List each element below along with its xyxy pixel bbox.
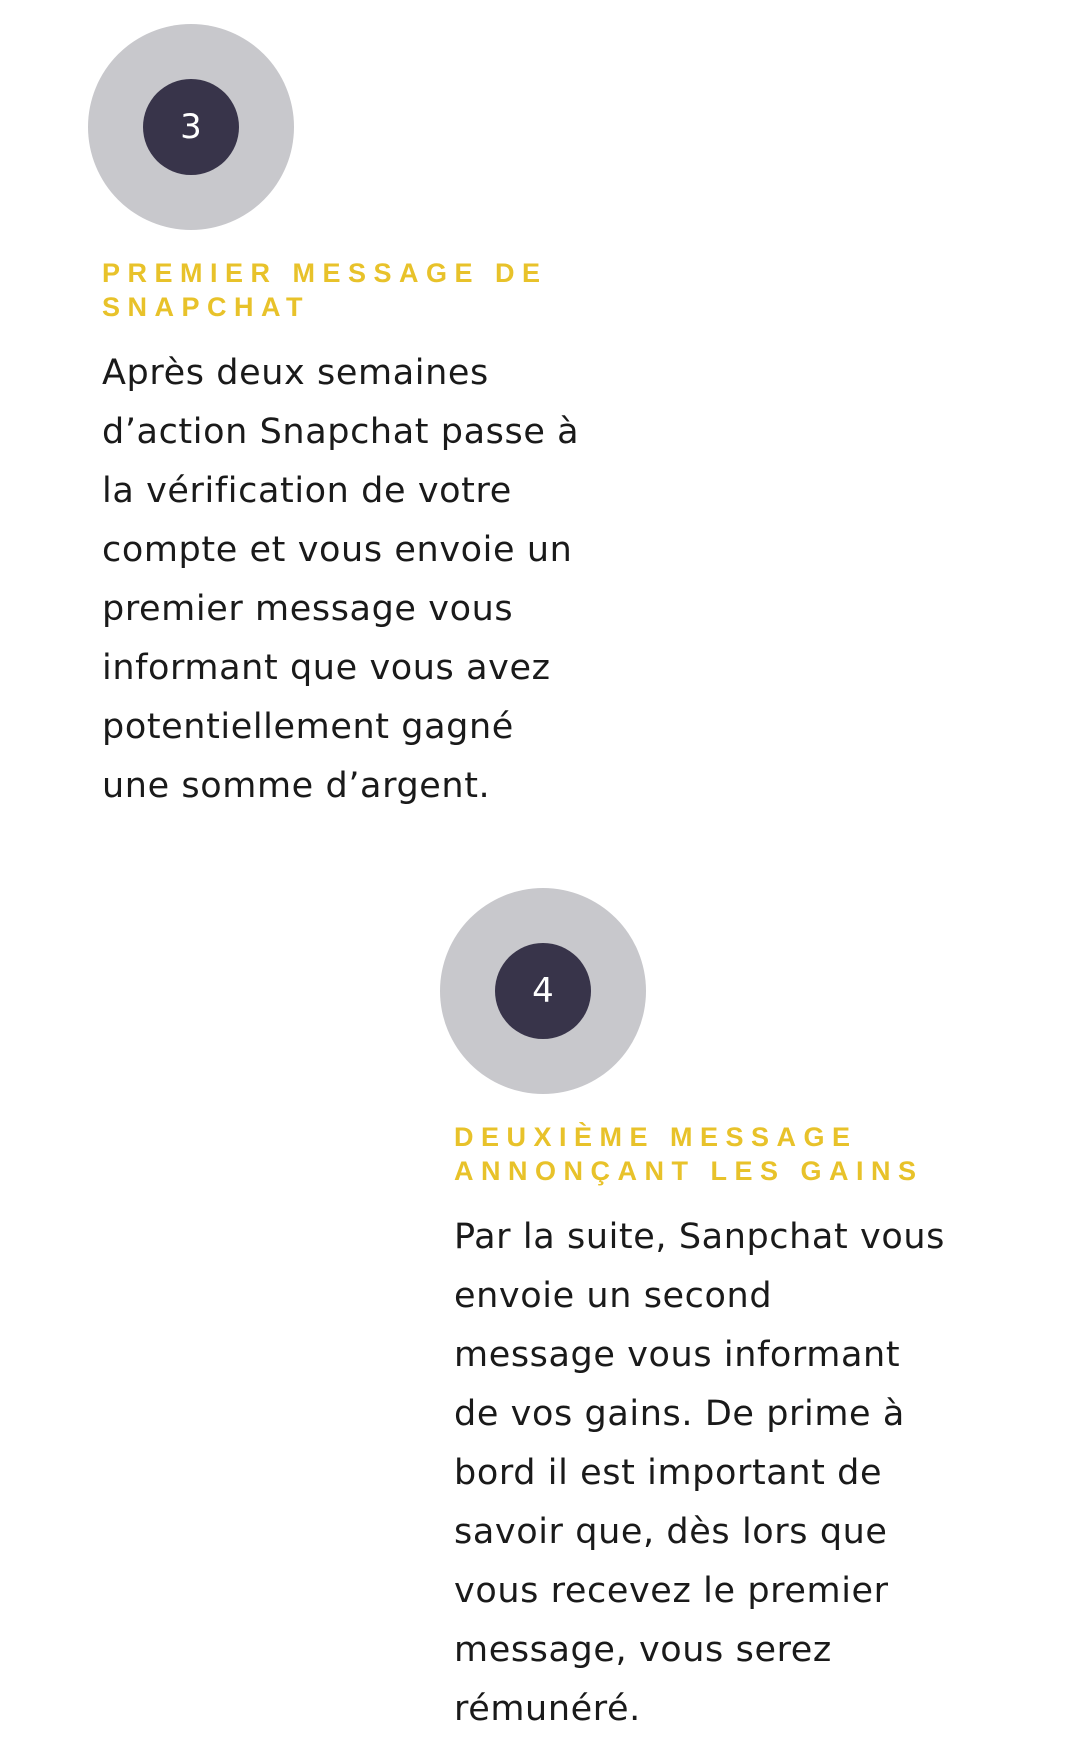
- step-number: 3: [143, 79, 239, 175]
- step-heading: [454, 1120, 1014, 1188]
- step-description: [102, 344, 662, 816]
- description-line: message vous informant: [454, 1335, 901, 1375]
- step-heading: [102, 256, 622, 324]
- description-line: la vérification de votre: [102, 471, 512, 511]
- step-description: [454, 1208, 1014, 1739]
- step-number-badge: [440, 888, 646, 1094]
- step-heading-line: ANNONÇANT LES GAINS: [454, 1156, 924, 1186]
- step-heading-line: PREMIER MESSAGE DE: [102, 258, 548, 288]
- description-line: d’action Snapchat passe à: [102, 412, 580, 452]
- description-line: bord il est important de: [454, 1453, 883, 1493]
- description-line: de vos gains. De prime à: [454, 1394, 905, 1434]
- description-line: Par la suite, Sanpchat vous: [454, 1217, 945, 1257]
- step-number: 4: [495, 943, 591, 1039]
- description-line: potentiellement gagné: [102, 707, 514, 747]
- description-line: savoir que, dès lors que: [454, 1512, 888, 1552]
- description-line: rémunéré.: [454, 1689, 641, 1729]
- step-number-badge: [88, 24, 294, 230]
- description-line: une somme d’argent.: [102, 766, 491, 806]
- description-line: compte et vous envoie un: [102, 530, 573, 570]
- step-heading-line: SNAPCHAT: [102, 292, 310, 322]
- description-line: premier message vous: [102, 589, 514, 629]
- description-line: message, vous serez: [454, 1630, 832, 1670]
- description-line: Après deux semaines: [102, 353, 489, 393]
- description-line: vous recevez le premier: [454, 1571, 889, 1611]
- description-line: informant que vous avez: [102, 648, 551, 688]
- description-line: envoie un second: [454, 1276, 773, 1316]
- step-heading-line: DEUXIÈME MESSAGE: [454, 1122, 858, 1152]
